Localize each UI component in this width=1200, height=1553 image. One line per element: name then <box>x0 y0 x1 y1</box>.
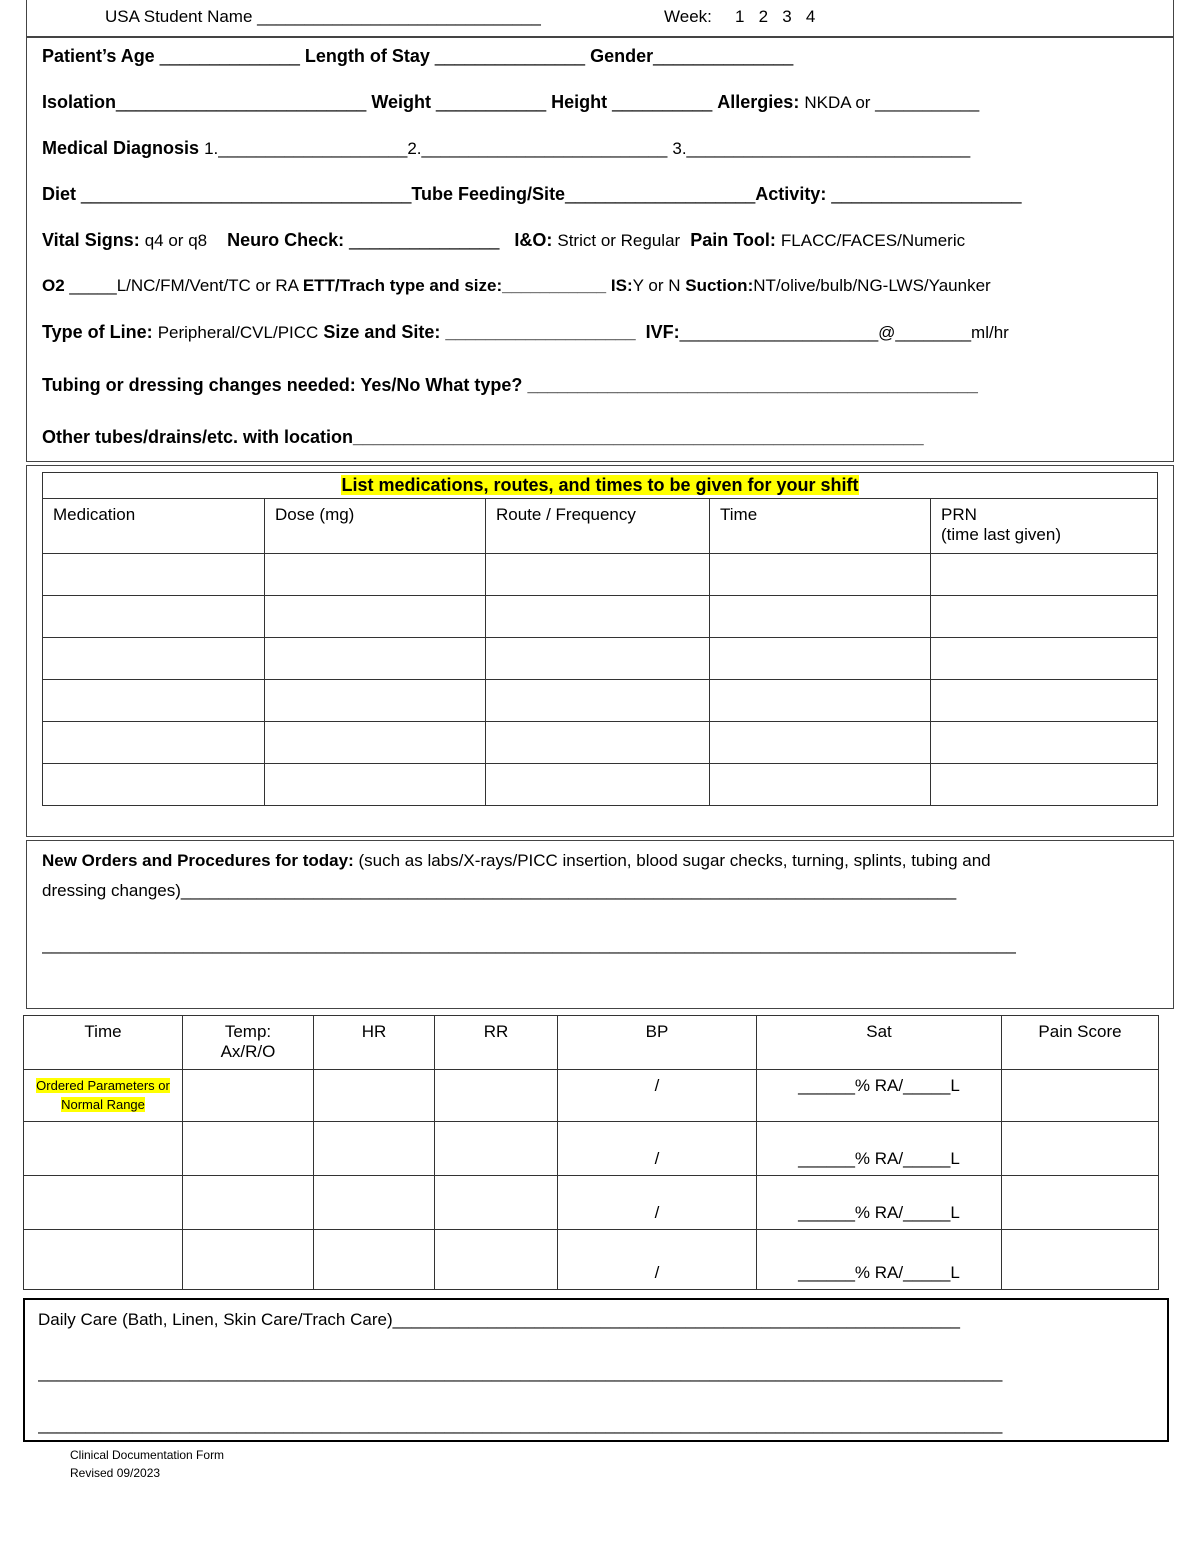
table-cell[interactable] <box>931 764 1158 806</box>
table-cell[interactable] <box>314 1230 435 1290</box>
vitals-col-pain: Pain Score <box>1002 1016 1159 1070</box>
table-cell[interactable] <box>43 722 265 764</box>
table-cell[interactable] <box>265 554 486 596</box>
table-cell[interactable] <box>435 1176 558 1230</box>
med-col-prn <box>931 499 1158 554</box>
medications-title-cell <box>43 473 1158 499</box>
table-row <box>24 1122 1159 1176</box>
orders-line-3[interactable]: _______________________________________________________________________________________________________ <box>42 935 1016 954</box>
diagnosis-3-field[interactable]: 3.______________________________ <box>672 139 971 158</box>
row-age <box>42 46 1160 67</box>
med-col-route: Route / Frequency <box>486 499 710 554</box>
bp-cell[interactable]: / <box>558 1070 757 1122</box>
table-cell[interactable] <box>486 638 710 680</box>
row-tubing <box>42 375 1160 396</box>
bp-cell[interactable]: / <box>558 1122 757 1176</box>
student-name-field[interactable]: USA Student Name ______________________________ <box>105 7 541 26</box>
week-label: Week: <box>664 7 712 26</box>
medications-title: List medications, routes, and times to be given for your shift <box>341 475 859 495</box>
prn-sub-label: (time last given) <box>941 525 1061 544</box>
sat-cell[interactable]: ______% RA/_____L <box>757 1122 1002 1176</box>
diet-field[interactable]: _________________________________ <box>81 184 412 204</box>
table-cell[interactable] <box>265 764 486 806</box>
row-isolation <box>42 92 1160 113</box>
row-diet <box>42 184 1160 205</box>
table-cell[interactable] <box>265 638 486 680</box>
weight-field[interactable]: ___________ <box>436 92 547 112</box>
table-row <box>43 680 1158 722</box>
gender-field[interactable]: ______________ <box>653 46 794 66</box>
table-cell[interactable] <box>931 722 1158 764</box>
table-row <box>43 596 1158 638</box>
table-cell[interactable] <box>435 1122 558 1176</box>
row-line <box>42 322 1160 343</box>
form-name: Clinical Documentation Form <box>70 1448 225 1462</box>
activity-field[interactable]: ___________________ <box>831 184 1022 204</box>
is-label: IS: <box>610 276 633 295</box>
table-cell[interactable] <box>314 1176 435 1230</box>
allergies-options[interactable]: NKDA or ___________ <box>804 93 980 112</box>
bp-cell[interactable]: / <box>558 1230 757 1290</box>
table-cell[interactable] <box>265 596 486 638</box>
table-cell[interactable] <box>24 1230 183 1290</box>
table-cell[interactable] <box>710 596 931 638</box>
table-cell[interactable] <box>314 1070 435 1122</box>
other-tubes-label: Other tubes/drains/etc. with location <box>42 427 354 447</box>
activity-label: Activity: <box>755 184 827 204</box>
table-cell[interactable] <box>435 1230 558 1290</box>
table-row <box>43 554 1158 596</box>
tube-feeding-label: Tube Feeding/Site <box>411 184 566 204</box>
table-cell[interactable] <box>43 680 265 722</box>
footer <box>70 1446 224 1482</box>
orders-line-2[interactable]: dressing changes)__________________________________________________________________________________ <box>42 881 957 900</box>
daily-care-line-1[interactable]: Daily Care (Bath, Linen, Skin Care/Trach Care)____________________________________________________________ <box>38 1310 960 1329</box>
revision-date: Revised 09/2023 <box>70 1466 161 1480</box>
temp-sub-label: Ax/R/O <box>220 1042 276 1061</box>
vitals-col-time: Time <box>24 1016 183 1070</box>
prn-label: PRN <box>941 505 977 524</box>
vitals-col-hr: HR <box>314 1016 435 1070</box>
height-label: Height <box>551 92 608 112</box>
orders-line-1 <box>42 851 991 871</box>
length-of-stay-label: Length of Stay <box>304 46 430 66</box>
table-cell[interactable] <box>1002 1122 1159 1176</box>
table-cell[interactable] <box>710 722 931 764</box>
table-cell[interactable] <box>931 638 1158 680</box>
table-cell[interactable] <box>183 1230 314 1290</box>
sat-cell[interactable]: ______% RA/_____L <box>757 1070 1002 1122</box>
table-cell[interactable] <box>24 1176 183 1230</box>
line-type-options[interactable]: Peripheral/CVL/PICC <box>157 323 319 342</box>
table-cell[interactable] <box>183 1122 314 1176</box>
table-cell[interactable] <box>435 1070 558 1122</box>
isolation-label: Isolation <box>42 92 117 112</box>
table-cell[interactable] <box>1002 1070 1159 1122</box>
diagnosis-1-field[interactable]: 1.____________________ <box>204 139 408 158</box>
table-cell[interactable] <box>1002 1230 1159 1290</box>
table-row <box>24 1070 1159 1122</box>
ett-label: ETT/Trach type and size: <box>302 276 503 295</box>
ordered-parameters-label: Ordered Parameters or Normal Range <box>36 1078 170 1112</box>
io-options[interactable]: Strict or Regular <box>557 231 681 250</box>
orders-description: (such as labs/X-rays/PICC insertion, blood sugar checks, turning, splints, tubing and <box>353 851 991 870</box>
patient-age-label: Patient’s Age <box>42 46 155 66</box>
table-cell[interactable] <box>486 764 710 806</box>
size-site-field[interactable]: ___________________ <box>445 322 636 342</box>
ordered-parameters-cell <box>24 1070 183 1122</box>
table-cell[interactable] <box>265 722 486 764</box>
table-cell[interactable] <box>183 1070 314 1122</box>
table-cell[interactable] <box>931 554 1158 596</box>
table-cell[interactable] <box>486 596 710 638</box>
tubing-field[interactable]: _____________________________________________ <box>527 375 978 395</box>
row-other-tubes <box>42 427 1160 448</box>
suction-options[interactable]: NT/olive/bulb/NG-LWS/Yaunker <box>753 276 991 295</box>
table-cell[interactable] <box>486 722 710 764</box>
tubing-label: Tubing or dressing changes needed: Yes/No What type? <box>42 375 523 395</box>
table-cell[interactable] <box>43 596 265 638</box>
gender-label: Gender <box>590 46 654 66</box>
diet-label: Diet <box>42 184 77 204</box>
o2-label: O2 <box>42 276 65 295</box>
vitals-table <box>23 1015 1159 1290</box>
temp-label: Temp: <box>224 1022 272 1041</box>
table-cell[interactable] <box>1002 1176 1159 1230</box>
ivf-label: IVF: <box>645 322 680 342</box>
ett-field[interactable]: ___________ <box>502 276 607 295</box>
other-tubes-field[interactable]: _________________________________________________________ <box>353 427 924 447</box>
table-cell[interactable] <box>24 1122 183 1176</box>
table-cell[interactable] <box>314 1122 435 1176</box>
length-of-stay-field[interactable]: _______________ <box>434 46 586 66</box>
table-cell[interactable] <box>710 554 931 596</box>
daily-care-line-2[interactable]: ______________________________________________________________________________________________________ <box>38 1363 1003 1382</box>
table-cell[interactable] <box>43 554 265 596</box>
orders-label: New Orders and Procedures for today: <box>42 851 354 870</box>
row-vitals-info <box>42 230 1160 251</box>
pain-tool-label: Pain Tool: <box>690 230 776 250</box>
isolation-field[interactable]: _________________________ <box>116 92 367 112</box>
sat-cell[interactable]: ______% RA/_____L <box>757 1176 1002 1230</box>
table-cell[interactable] <box>265 680 486 722</box>
table-row <box>24 1176 1159 1230</box>
table-cell[interactable] <box>43 638 265 680</box>
tube-feeding-field[interactable]: ___________________ <box>565 184 756 204</box>
vitals-col-sat: Sat <box>757 1016 1002 1070</box>
size-site-label: Size and Site: <box>323 322 441 342</box>
neuro-check-label: Neuro Check: <box>227 230 345 250</box>
med-col-dose: Dose (mg) <box>265 499 486 554</box>
pain-tool-options[interactable]: FLACC/FACES/Numeric <box>780 231 966 250</box>
medications-table <box>42 472 1158 806</box>
med-col-medication: Medication <box>43 499 265 554</box>
line-type-label: Type of Line: <box>42 322 153 342</box>
diagnosis-2-field[interactable]: 2.__________________________ <box>407 139 668 158</box>
table-cell[interactable] <box>486 554 710 596</box>
row-diagnosis <box>42 138 1160 159</box>
patient-age-field[interactable]: ______________ <box>159 46 300 66</box>
table-cell[interactable] <box>710 680 931 722</box>
med-col-time: Time <box>710 499 931 554</box>
table-row <box>43 638 1158 680</box>
diagnosis-label: Medical Diagnosis <box>42 138 200 158</box>
table-row <box>24 1230 1159 1290</box>
row-o2 <box>42 276 1160 296</box>
table-cell[interactable] <box>710 764 931 806</box>
table-cell[interactable] <box>183 1176 314 1230</box>
suction-label: Suction: <box>685 276 754 295</box>
neuro-check-field[interactable]: _______________ <box>349 230 500 250</box>
is-options[interactable]: Y or N <box>632 276 681 295</box>
week-options[interactable]: 1 2 3 4 <box>735 7 816 26</box>
sat-cell[interactable]: ______% RA/_____L <box>757 1230 1002 1290</box>
table-row <box>43 722 1158 764</box>
table-cell[interactable] <box>931 596 1158 638</box>
vital-signs-label: Vital Signs: <box>42 230 140 250</box>
vitals-col-temp <box>183 1016 314 1070</box>
o2-options[interactable]: _____L/NC/FM/Vent/TC or RA <box>69 276 299 295</box>
table-row <box>43 764 1158 806</box>
vitals-col-bp: BP <box>558 1016 757 1070</box>
table-cell[interactable] <box>486 680 710 722</box>
vitals-col-rr: RR <box>435 1016 558 1070</box>
ivf-field[interactable]: _____________________@________ml/hr <box>679 323 1009 342</box>
weight-label: Weight <box>371 92 431 112</box>
vital-signs-options[interactable]: q4 or q8 <box>144 231 208 250</box>
height-field[interactable]: __________ <box>612 92 713 112</box>
daily-care-line-3[interactable]: ______________________________________________________________________________________________________ <box>38 1415 1003 1434</box>
table-cell[interactable] <box>931 680 1158 722</box>
allergies-label: Allergies: <box>717 92 800 112</box>
table-cell[interactable] <box>710 638 931 680</box>
bp-cell[interactable]: / <box>558 1176 757 1230</box>
table-cell[interactable] <box>43 764 265 806</box>
io-label: I&O: <box>514 230 553 250</box>
